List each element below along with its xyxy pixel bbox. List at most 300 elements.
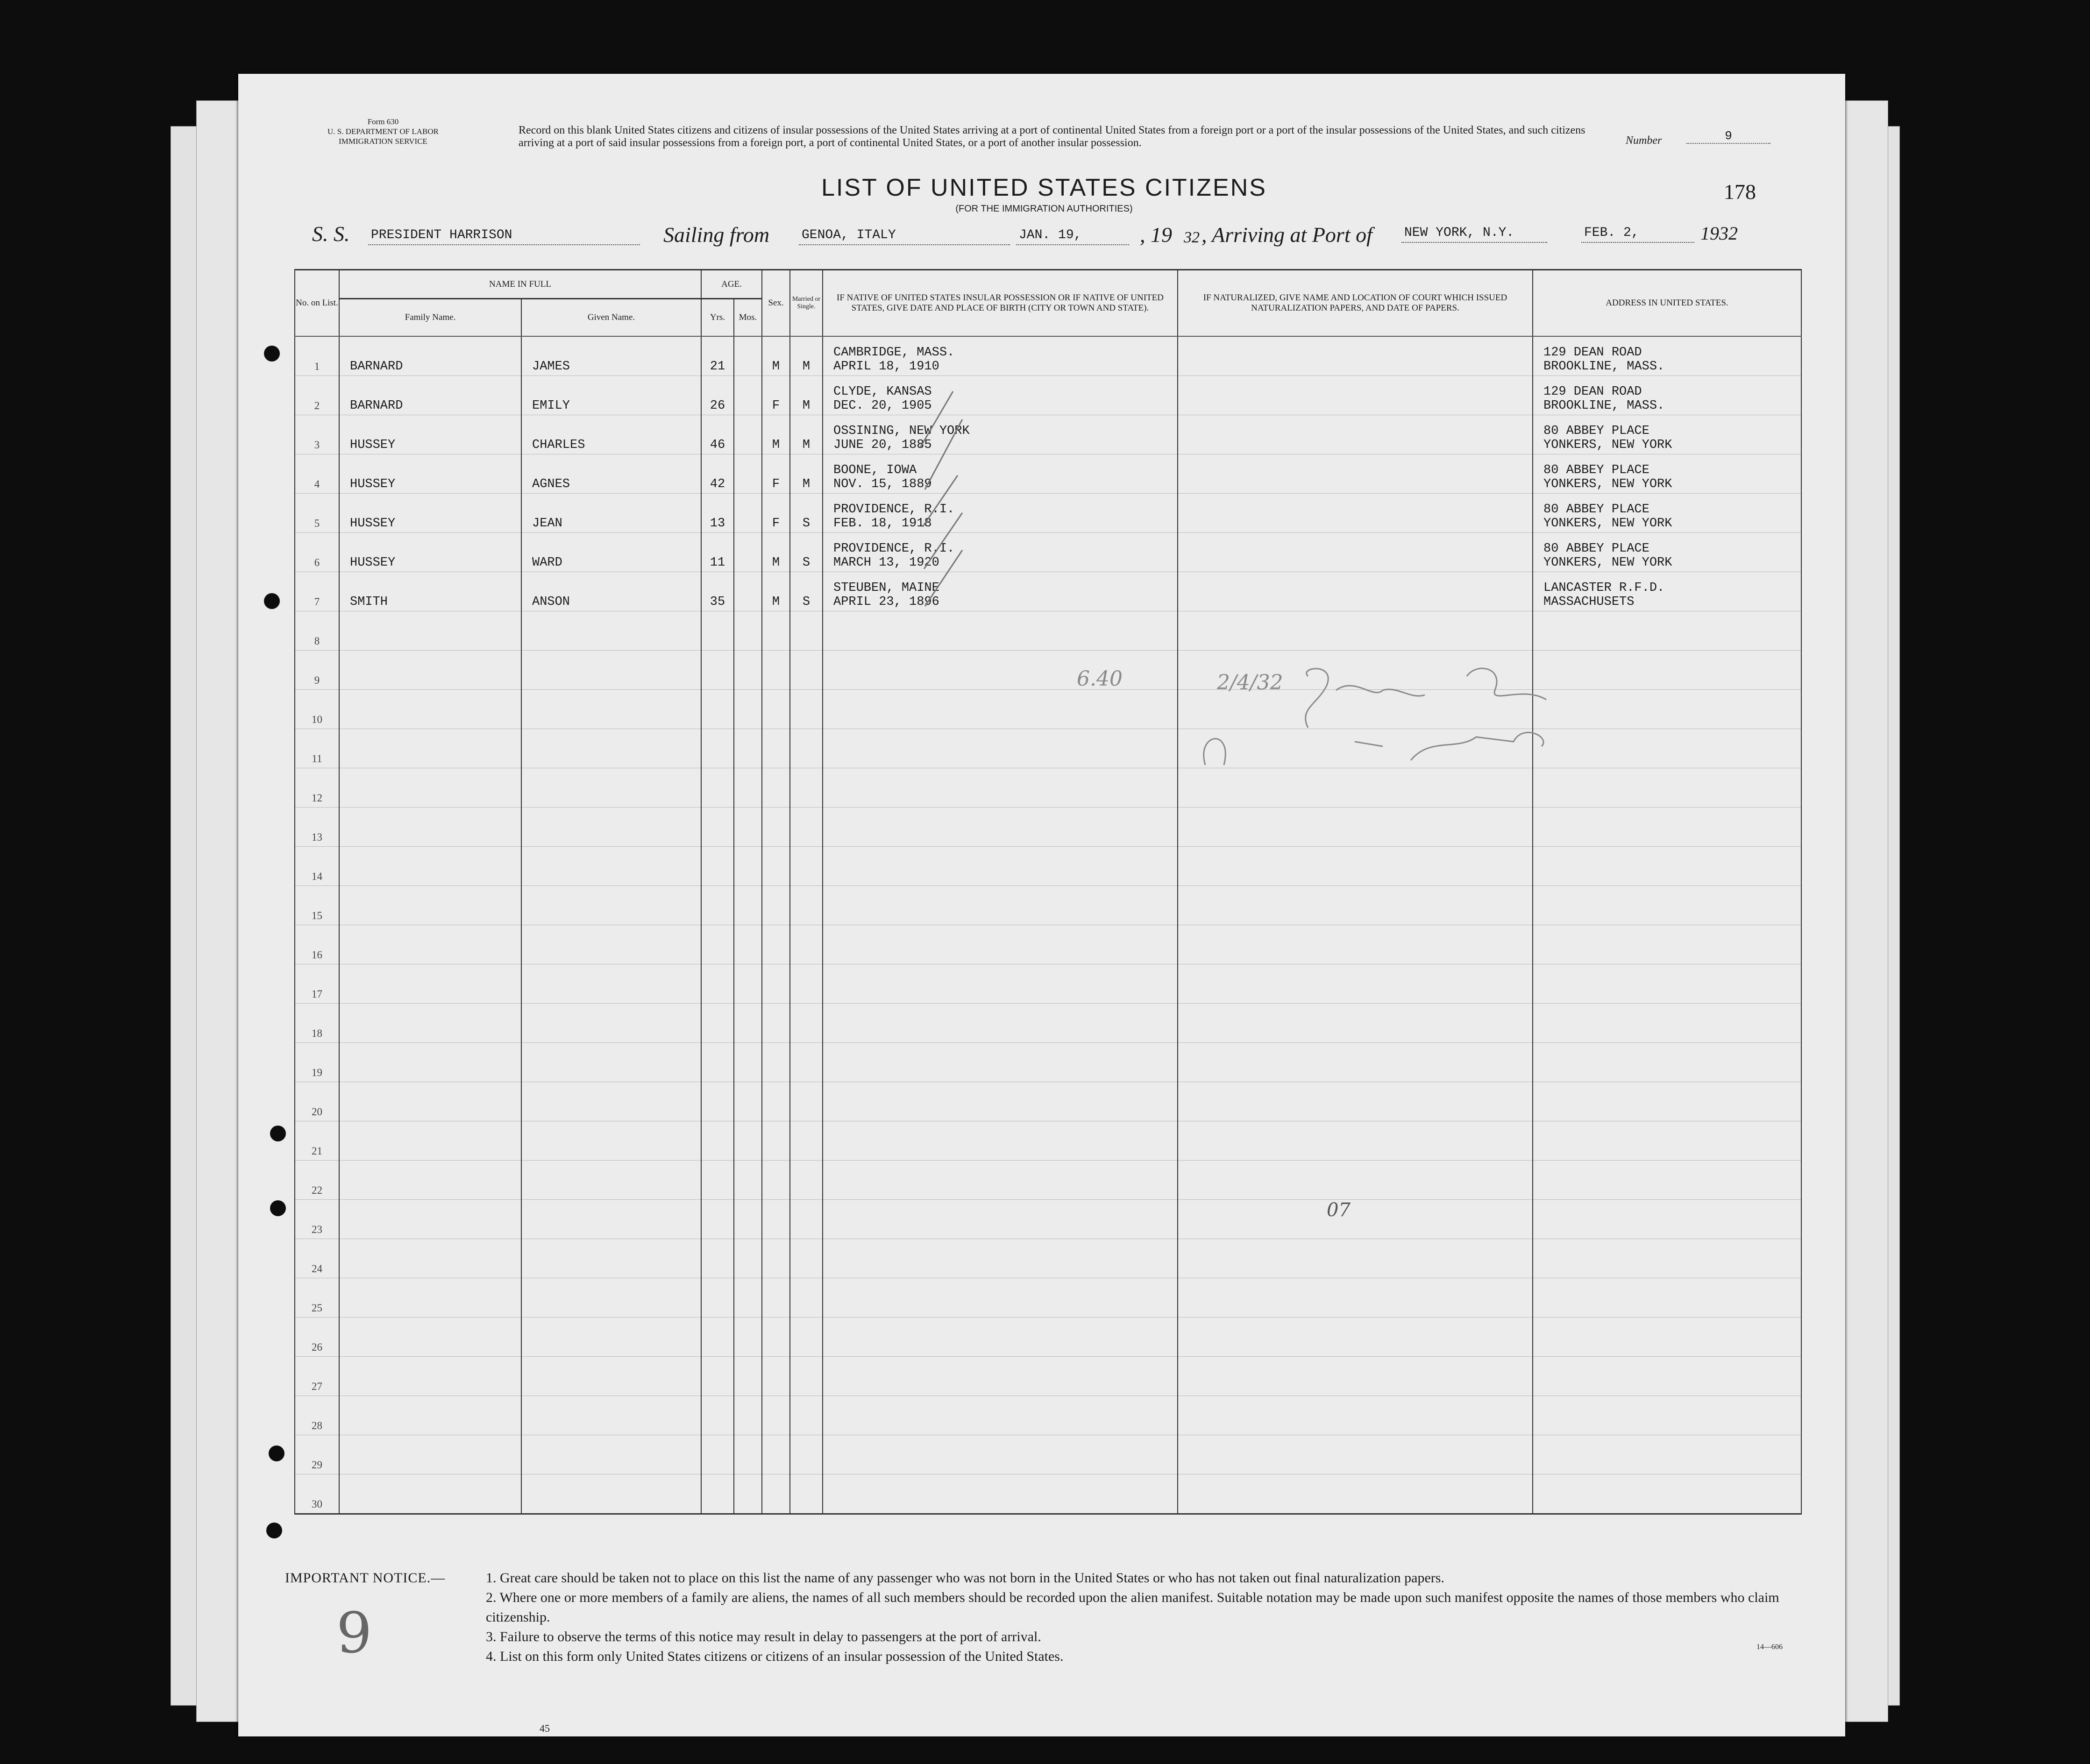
given-name-cell [521, 768, 701, 807]
address-cell-line: BROOKLINE, MASS. [1543, 359, 1665, 374]
age-years-cell [701, 650, 734, 689]
punch-hole [266, 1523, 282, 1538]
address-cell [1533, 1042, 1801, 1082]
marital-status-cell [790, 768, 823, 807]
row-number: 29 [295, 1435, 339, 1474]
record-instruction: Record on this blank United States citizens and citizens of insular possessions of the United States arriving at a port of continental United States from a foreign port or a port of the insular possessions of the United States, and such citizens arriving at a port of said insular possessions from a foreign port, a port of continental United States, or a port of another insular possession. [519, 124, 1585, 149]
naturalization-cell [1178, 1003, 1533, 1042]
given-name-cell [521, 1121, 701, 1160]
age-months-cell [734, 1435, 762, 1474]
col-married-single: Married or Single. [790, 270, 823, 336]
marital-status-cell [790, 846, 823, 886]
age-years-cell: 46 [701, 415, 734, 454]
department-name: U. S. DEPARTMENT OF LABOR [327, 127, 439, 136]
sex-cell [762, 886, 790, 925]
table-row [295, 1042, 1801, 1082]
age-months-cell [734, 650, 762, 689]
punch-hole [269, 1445, 284, 1461]
age-months-cell [734, 1356, 762, 1396]
family-name-cell [339, 1396, 521, 1435]
given-name-cell: EMILY [521, 375, 701, 415]
notice-item: 3. Failure to observe the terms of this notice may result in delay to passengers at the port of arrival. [486, 1629, 1041, 1644]
given-name-cell [521, 1317, 701, 1356]
birthplace-cell-line: APRIL 23, 1896 [833, 595, 939, 609]
marital-status-cell [790, 1435, 823, 1474]
address-cell [1533, 375, 1801, 415]
col-naturalized: IF NATURALIZED, GIVE NAME AND LOCATION OF COURT WHICH ISSUED NATURALIZATION PAPERS, AND DATE OF PAPERS. [1178, 270, 1533, 336]
age-years-cell [701, 1121, 734, 1160]
col-birth: IF NATIVE OF UNITED STATES INSULAR POSSESSION OR IF NATIVE OF UNITED STATES, GIVE DATE AND PLACE OF BIRTH (CITY OR TOWN AND STATE). [823, 270, 1178, 336]
given-name-cell [521, 807, 701, 846]
address-cell-line: 129 DEAN ROAD [1543, 384, 1642, 399]
row-number: 27 [295, 1356, 339, 1396]
age-months-cell [734, 1239, 762, 1278]
birthplace-cell [823, 1317, 1178, 1356]
age-months-cell [734, 336, 762, 376]
sex-cell: M [762, 572, 790, 611]
family-name-cell: HUSSEY [339, 454, 521, 493]
age-years-cell [701, 1199, 734, 1239]
sex-cell [762, 650, 790, 689]
birthplace-cell [823, 1474, 1178, 1514]
sex-cell [762, 807, 790, 846]
age-months-cell [734, 1042, 762, 1082]
family-name-cell [339, 807, 521, 846]
marital-status-cell: S [790, 493, 823, 532]
pencil-check-marks [911, 373, 1070, 756]
age-months-cell [734, 1317, 762, 1356]
marital-status-cell: S [790, 572, 823, 611]
sex-cell [762, 1121, 790, 1160]
age-months-cell [734, 1199, 762, 1239]
age-years-cell [701, 1160, 734, 1199]
age-years-cell: 26 [701, 375, 734, 415]
given-name-cell [521, 1042, 701, 1082]
age-years-cell [701, 1317, 734, 1356]
birthplace-cell-line: CAMBRIDGE, MASS. [833, 345, 955, 360]
age-months-cell [734, 768, 762, 807]
marital-status-cell: M [790, 336, 823, 376]
stray-mark: 07 [1327, 1199, 1351, 1221]
sex-cell: F [762, 375, 790, 415]
sex-cell: M [762, 415, 790, 454]
age-months-cell [734, 1121, 762, 1160]
family-name-cell: HUSSEY [339, 532, 521, 572]
given-name-cell [521, 1356, 701, 1396]
birthplace-cell-line: JUNE 20, 1885 [833, 438, 932, 452]
age-months-cell [734, 1278, 762, 1317]
given-name-cell [521, 689, 701, 729]
sex-cell [762, 1199, 790, 1239]
age-months-cell [734, 611, 762, 650]
marital-status-cell [790, 1003, 823, 1042]
family-name-cell [339, 1003, 521, 1042]
naturalization-cell [1178, 1435, 1533, 1474]
sex-cell [762, 1160, 790, 1199]
naturalization-cell [1178, 1317, 1533, 1356]
given-name-cell [521, 611, 701, 650]
family-name-cell [339, 886, 521, 925]
birthplace-cell-line: CLYDE, KANSAS [833, 384, 932, 399]
naturalization-cell [1178, 611, 1533, 650]
table-row [295, 1121, 1801, 1160]
row-number: 28 [295, 1396, 339, 1435]
birthplace-cell-line: FEB. 18, 1918 [833, 516, 932, 531]
age-years-cell [701, 611, 734, 650]
address-cell [1533, 572, 1801, 611]
birthplace-cell-line: OSSINING, NEW YORK [833, 424, 970, 438]
naturalization-cell [1178, 336, 1533, 376]
age-months-cell [734, 454, 762, 493]
col-sex: Sex. [762, 270, 790, 336]
age-years-cell [701, 964, 734, 1003]
row-number: 17 [295, 964, 339, 1003]
marital-status-cell [790, 925, 823, 964]
sailing-year: 32 [1184, 229, 1200, 246]
arrival-date: FEB. 2, [1581, 226, 1694, 243]
page-subtitle: (FOR THE IMMIGRATION AUTHORITIES) [955, 204, 1133, 214]
birthplace-cell [823, 1199, 1178, 1239]
given-name-cell: WARD [521, 532, 701, 572]
given-name-cell [521, 1435, 701, 1474]
col-address: ADDRESS IN UNITED STATES. [1533, 270, 1801, 336]
family-name-cell [339, 1121, 521, 1160]
address-cell-line: YONKERS, NEW YORK [1543, 477, 1672, 491]
col-mos: Mos. [734, 299, 762, 336]
marital-status-cell [790, 729, 823, 768]
address-cell-line: 129 DEAN ROAD [1543, 345, 1642, 360]
given-name-cell [521, 1474, 701, 1514]
naturalization-cell [1178, 415, 1533, 454]
family-name-cell: SMITH [339, 572, 521, 611]
birthplace-cell [823, 846, 1178, 886]
birthplace-cell-line: PROVIDENCE, R.I. [833, 541, 955, 556]
table-row [295, 1160, 1801, 1199]
family-name-cell [339, 1042, 521, 1082]
birthplace-cell-line: BOONE, IOWA [833, 463, 917, 477]
marital-status-cell [790, 1278, 823, 1317]
marital-status-cell: M [790, 415, 823, 454]
sex-cell [762, 729, 790, 768]
age-years-cell [701, 886, 734, 925]
naturalization-cell [1178, 1278, 1533, 1317]
marital-status-cell [790, 1356, 823, 1396]
address-cell-line: 80 ABBEY PLACE [1543, 463, 1649, 477]
given-name-cell [521, 1199, 701, 1239]
row-number: 16 [295, 925, 339, 964]
row-number: 10 [295, 689, 339, 729]
family-name-cell: BARNARD [339, 336, 521, 376]
age-years-cell [701, 1356, 734, 1396]
address-cell-line: 80 ABBEY PLACE [1543, 424, 1649, 438]
given-name-cell [521, 1239, 701, 1278]
punch-hole [270, 1126, 286, 1141]
age-years-cell [701, 925, 734, 964]
sex-cell [762, 1356, 790, 1396]
given-name-cell: AGNES [521, 454, 701, 493]
address-cell-line: MASSACHUSETS [1543, 595, 1635, 609]
address-cell [1533, 846, 1801, 886]
sailing-date: JAN. 19, [1016, 228, 1129, 245]
table-row [295, 336, 1801, 376]
notice-item: 4. List on this form only United States citizens or citizens of an insular possession of the United States. [486, 1649, 1064, 1664]
age-years-cell: 21 [701, 336, 734, 376]
number-label: Number [1626, 135, 1662, 147]
list-number: 9 [1686, 129, 1770, 144]
address-cell [1533, 1278, 1801, 1317]
sex-cell [762, 611, 790, 650]
birthplace-cell [823, 925, 1178, 964]
row-number: 30 [295, 1474, 339, 1514]
age-years-cell [701, 1042, 734, 1082]
row-number: 22 [295, 1160, 339, 1199]
page-title: LIST OF UNITED STATES CITIZENS [821, 174, 1267, 201]
sex-cell: M [762, 532, 790, 572]
punch-hole [270, 1200, 286, 1216]
age-months-cell [734, 1003, 762, 1042]
address-cell [1533, 1003, 1801, 1042]
birthplace-cell-line: DEC. 20, 1905 [833, 398, 932, 413]
marital-status-cell: M [790, 454, 823, 493]
family-name-cell [339, 729, 521, 768]
age-years-cell: 11 [701, 532, 734, 572]
given-name-cell [521, 964, 701, 1003]
age-months-cell [734, 729, 762, 768]
family-name-cell [339, 964, 521, 1003]
birthplace-cell [823, 1278, 1178, 1317]
col-yrs: Yrs. [701, 299, 734, 336]
table-row [295, 964, 1801, 1003]
naturalization-cell [1178, 572, 1533, 611]
naturalization-cell [1178, 1396, 1533, 1435]
birthplace-cell [823, 1396, 1178, 1435]
pencil-note: 6.40 [1077, 667, 1123, 691]
arriving-label: , Arriving at Port of [1201, 223, 1372, 247]
birthplace-cell [823, 1121, 1178, 1160]
sex-cell [762, 1042, 790, 1082]
address-cell [1533, 611, 1801, 650]
given-name-cell [521, 1278, 701, 1317]
given-name-cell [521, 1160, 701, 1199]
sex-cell: F [762, 454, 790, 493]
row-number: 24 [295, 1239, 339, 1278]
age-months-cell [734, 925, 762, 964]
address-cell [1533, 454, 1801, 493]
family-name-cell [339, 768, 521, 807]
given-name-cell [521, 1082, 701, 1121]
sex-cell [762, 1003, 790, 1042]
given-name-cell: ANSON [521, 572, 701, 611]
family-name-cell [339, 1199, 521, 1239]
marital-status-cell [790, 807, 823, 846]
family-name-cell [339, 925, 521, 964]
age-months-cell [734, 532, 762, 572]
sex-cell: F [762, 493, 790, 532]
address-cell [1533, 493, 1801, 532]
given-name-cell [521, 729, 701, 768]
sex-cell [762, 1474, 790, 1514]
naturalization-cell [1178, 454, 1533, 493]
manifest-sheet [238, 74, 1845, 1736]
service-name: IMMIGRATION SERVICE [339, 137, 427, 146]
family-name-cell [339, 846, 521, 886]
age-months-cell [734, 807, 762, 846]
age-months-cell [734, 375, 762, 415]
arrival-year: 1932 [1700, 223, 1738, 244]
family-name-cell [339, 1160, 521, 1199]
punch-hole [264, 346, 280, 361]
address-cell-line: 80 ABBEY PLACE [1543, 502, 1649, 517]
birthplace-cell [823, 807, 1178, 846]
row-number: 8 [295, 611, 339, 650]
marital-status-cell [790, 886, 823, 925]
table-row [295, 886, 1801, 925]
birthplace-cell-line: MARCH 13, 1920 [833, 555, 939, 570]
family-name-cell: HUSSEY [339, 493, 521, 532]
address-cell-line: LANCASTER R.F.D. [1543, 581, 1665, 595]
age-months-cell [734, 1082, 762, 1121]
col-no: No. on List. [295, 270, 339, 336]
row-number: 9 [295, 650, 339, 689]
sex-cell [762, 1435, 790, 1474]
age-months-cell [734, 415, 762, 454]
age-years-cell [701, 1003, 734, 1042]
col-age: AGE. [701, 270, 762, 299]
row-number: 19 [295, 1042, 339, 1082]
table-row [295, 1199, 1801, 1239]
page-number: 178 [1724, 180, 1756, 204]
marital-status-cell [790, 1042, 823, 1082]
form-number: Form 630 [367, 117, 399, 126]
row-number: 11 [295, 729, 339, 768]
age-years-cell: 13 [701, 493, 734, 532]
sex-cell [762, 846, 790, 886]
row-number: 26 [295, 1317, 339, 1356]
age-months-cell [734, 1160, 762, 1199]
naturalization-cell [1178, 886, 1533, 925]
address-cell [1533, 415, 1801, 454]
naturalization-cell [1178, 1474, 1533, 1514]
col-family-name: Family Name. [339, 299, 521, 336]
sex-cell [762, 1396, 790, 1435]
punch-hole [264, 593, 280, 609]
table-row [295, 807, 1801, 846]
given-name-cell [521, 925, 701, 964]
age-years-cell [701, 1396, 734, 1435]
naturalization-cell [1178, 532, 1533, 572]
address-cell-line: YONKERS, NEW YORK [1543, 555, 1672, 570]
naturalization-cell [1178, 375, 1533, 415]
sex-cell [762, 1278, 790, 1317]
table-row [295, 1003, 1801, 1042]
age-years-cell [701, 689, 734, 729]
sex-cell [762, 925, 790, 964]
margin-number: 9 [336, 1601, 372, 1666]
marital-status-cell: M [790, 375, 823, 415]
naturalization-cell [1178, 1160, 1533, 1199]
col-name-in-full: NAME IN FULL [339, 270, 701, 299]
birthplace-cell-line: STEUBEN, MAINE [833, 581, 939, 595]
age-months-cell [734, 493, 762, 532]
address-cell [1533, 1474, 1801, 1514]
naturalization-cell [1178, 846, 1533, 886]
birthplace-cell [823, 1435, 1178, 1474]
birthplace-cell [823, 1082, 1178, 1121]
table-row [295, 1474, 1801, 1514]
marital-status-cell: S [790, 532, 823, 572]
table-row [295, 1239, 1801, 1278]
age-years-cell [701, 846, 734, 886]
family-name-cell [339, 1435, 521, 1474]
row-number: 21 [295, 1121, 339, 1160]
age-years-cell [701, 729, 734, 768]
birthplace-cell [823, 1356, 1178, 1396]
given-name-cell [521, 1396, 701, 1435]
age-months-cell [734, 572, 762, 611]
naturalization-cell [1178, 807, 1533, 846]
family-name-cell [339, 689, 521, 729]
address-cell [1533, 336, 1801, 376]
form-identifier [280, 117, 486, 146]
birthplace-cell [823, 886, 1178, 925]
age-years-cell [701, 1474, 734, 1514]
given-name-cell: JEAN [521, 493, 701, 532]
birthplace-cell [823, 1239, 1178, 1278]
address-cell [1533, 1317, 1801, 1356]
sex-cell: M [762, 336, 790, 376]
given-name-cell [521, 1003, 701, 1042]
address-cell [1533, 1160, 1801, 1199]
age-years-cell [701, 1435, 734, 1474]
sex-cell [762, 768, 790, 807]
marital-status-cell [790, 1082, 823, 1121]
family-name-cell [339, 1474, 521, 1514]
row-number: 15 [295, 886, 339, 925]
marital-status-cell [790, 1199, 823, 1239]
address-cell-line: YONKERS, NEW YORK [1543, 516, 1672, 531]
table-row [295, 1317, 1801, 1356]
age-years-cell [701, 1278, 734, 1317]
address-cell [1533, 886, 1801, 925]
address-cell [1533, 1435, 1801, 1474]
pencil-scrawl [1056, 658, 1616, 774]
address-cell-line: 80 ABBEY PLACE [1543, 541, 1649, 556]
age-years-cell [701, 807, 734, 846]
family-name-cell [339, 1278, 521, 1317]
ss-label: S. S. [312, 222, 350, 246]
age-months-cell [734, 964, 762, 1003]
family-name-cell [339, 1239, 521, 1278]
row-number: 23 [295, 1199, 339, 1239]
marital-status-cell [790, 1317, 823, 1356]
row-number: 12 [295, 768, 339, 807]
notice-item: 2. Where one or more members of a family are aliens, the names of all such members should be recorded upon the alien manifest. Suitable notation may be made upon such manifest opposite the names of those members who claim citizenship. [486, 1590, 1779, 1625]
marital-status-cell [790, 964, 823, 1003]
address-cell-line: YONKERS, NEW YORK [1543, 438, 1672, 452]
birthplace-cell [823, 964, 1178, 1003]
address-cell [1533, 1356, 1801, 1396]
row-number: 25 [295, 1278, 339, 1317]
family-name-cell: HUSSEY [339, 415, 521, 454]
address-cell [1533, 925, 1801, 964]
address-cell [1533, 964, 1801, 1003]
age-years-cell: 42 [701, 454, 734, 493]
birthplace-cell-line: PROVIDENCE, R.I. [833, 502, 955, 517]
age-months-cell [734, 846, 762, 886]
naturalization-cell [1178, 1082, 1533, 1121]
notice-item: 1. Great care should be taken not to place on this list the name of any passenger who was not born in the United States or who has not taken out final naturalization papers. [486, 1570, 1444, 1586]
table-row [295, 1435, 1801, 1474]
